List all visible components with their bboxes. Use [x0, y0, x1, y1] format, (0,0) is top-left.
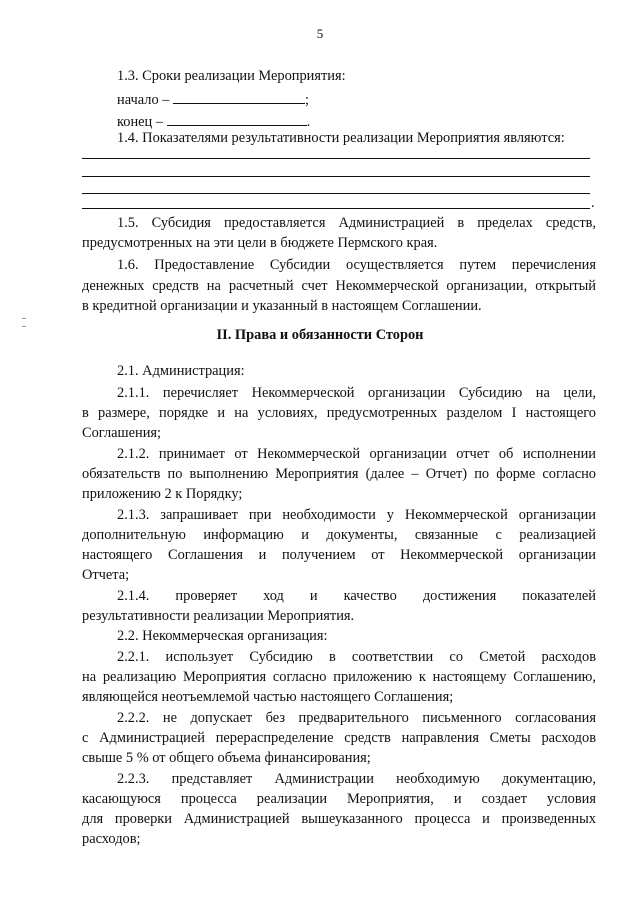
paragraph-2-1: 2.1. Администрация:: [117, 363, 245, 379]
paragraph-2-1-3-line: дополнительную информацию и документы, связанные с реализацией: [82, 527, 596, 543]
margin-scan-mark: [22, 326, 26, 327]
paragraph-2-1-1-line: в размере, порядке и на условиях, предусмотренных разделом I настоящего: [82, 405, 596, 421]
start-date-row: [117, 88, 596, 110]
paragraph-1-5-line: предусмотренных на эти цели в бюджете Пермского края.: [82, 235, 438, 251]
section-2-heading: II. Права и обязанности Сторон: [216, 327, 424, 343]
indicator-blank-line-1: [82, 158, 590, 159]
paragraph-1-6-line: 1.6. Предоставление Субсидии осуществляется путем перечисления: [117, 257, 596, 273]
paragraph-2-2-3-line: 2.2.3. представляет Администрации необходимую документацию,: [117, 771, 596, 787]
paragraph-1-6-line: в кредитной организации и указанный в настоящем Соглашении.: [82, 298, 482, 314]
end-date-label: конец –: [117, 114, 164, 130]
paragraph-2-1-2-line: 2.1.2. принимает от Некоммерческой организации отчет об исполнении: [117, 446, 596, 462]
paragraph-2-1-1-line: 2.1.1. перечисляет Некоммерческой организации Субсидию на цели,: [117, 385, 596, 401]
paragraph-2-2-3-line: касающуюся процесса реализации Мероприятия, и создает условия: [82, 791, 596, 807]
paragraph-2-2-2-line: с Администрацией перераспределение средств направления Сметы расходов: [82, 730, 596, 746]
end-date-punct: .: [306, 114, 311, 130]
indicator-blank-line-4: [82, 208, 590, 209]
paragraph-2-2-1-line: на реализацию Мероприятия согласно приложению к настоящему Соглашению,: [82, 669, 596, 685]
paragraph-2-1-3-line: 2.1.3. запрашивает при необходимости у Некоммерческой организации: [117, 507, 596, 523]
paragraph-2-1-2-line: обязательств по выполнению Мероприятия (далее – Отчет) по форме согласно: [82, 466, 596, 482]
section-1-4-title: 1.4. Показателями результативности реализации Мероприятия являются:: [117, 130, 565, 146]
paragraph-2-2-3-line: для проверки Администрацией вышеуказанного процесса и произведенных: [82, 811, 596, 827]
indicator-blank-line-2: [82, 176, 590, 177]
paragraph-2-1-2-line: приложению 2 к Порядку;: [82, 486, 243, 502]
start-date-punct: ;: [305, 92, 310, 108]
page-number: 5: [316, 26, 324, 41]
margin-scan-mark: [22, 318, 26, 319]
end-date-blank: [167, 110, 307, 126]
indicator-final-dot: .: [591, 195, 595, 211]
paragraph-2-2-2-line: свыше 5 % от общего объема финансирования;: [82, 750, 371, 766]
paragraph-2-2: 2.2. Некоммерческая организация:: [117, 628, 328, 644]
paragraph-1-5-line: 1.5. Субсидия предоставляется Администрацией в пределах средств,: [117, 215, 596, 231]
indicator-blank-line-3: [82, 193, 590, 194]
paragraph-2-1-1-line: Соглашения;: [82, 425, 162, 441]
paragraph-2-2-1-line: 2.2.1. использует Субсидию в соответствии со Сметой расходов: [117, 649, 596, 665]
paragraph-2-2-3-line: расходов;: [82, 831, 141, 847]
paragraph-1-6-line: денежных средств на расчетный счет Некоммерческой организации, открытый: [82, 278, 596, 294]
paragraph-2-1-3-line: настоящего Соглашения и получением от Некоммерческой организации: [82, 547, 596, 563]
paragraph-2-1-4-line: результативности реализации Мероприятия.: [82, 608, 355, 624]
paragraph-2-2-2-line: 2.2.2. не допускает без предварительного письменного согласования: [117, 710, 596, 726]
section-1-3-title: 1.3. Сроки реализации Мероприятия:: [117, 68, 346, 84]
start-date-label: начало –: [117, 92, 170, 108]
paragraph-2-2-1-line: являющейся неотъемлемой частью настоящего Соглашения;: [82, 689, 454, 705]
paragraph-2-1-3-line: Отчета;: [82, 567, 130, 583]
start-date-blank: [173, 88, 305, 104]
paragraph-2-1-4-line: 2.1.4. проверяет ход и качество достижения показателей: [117, 588, 596, 604]
